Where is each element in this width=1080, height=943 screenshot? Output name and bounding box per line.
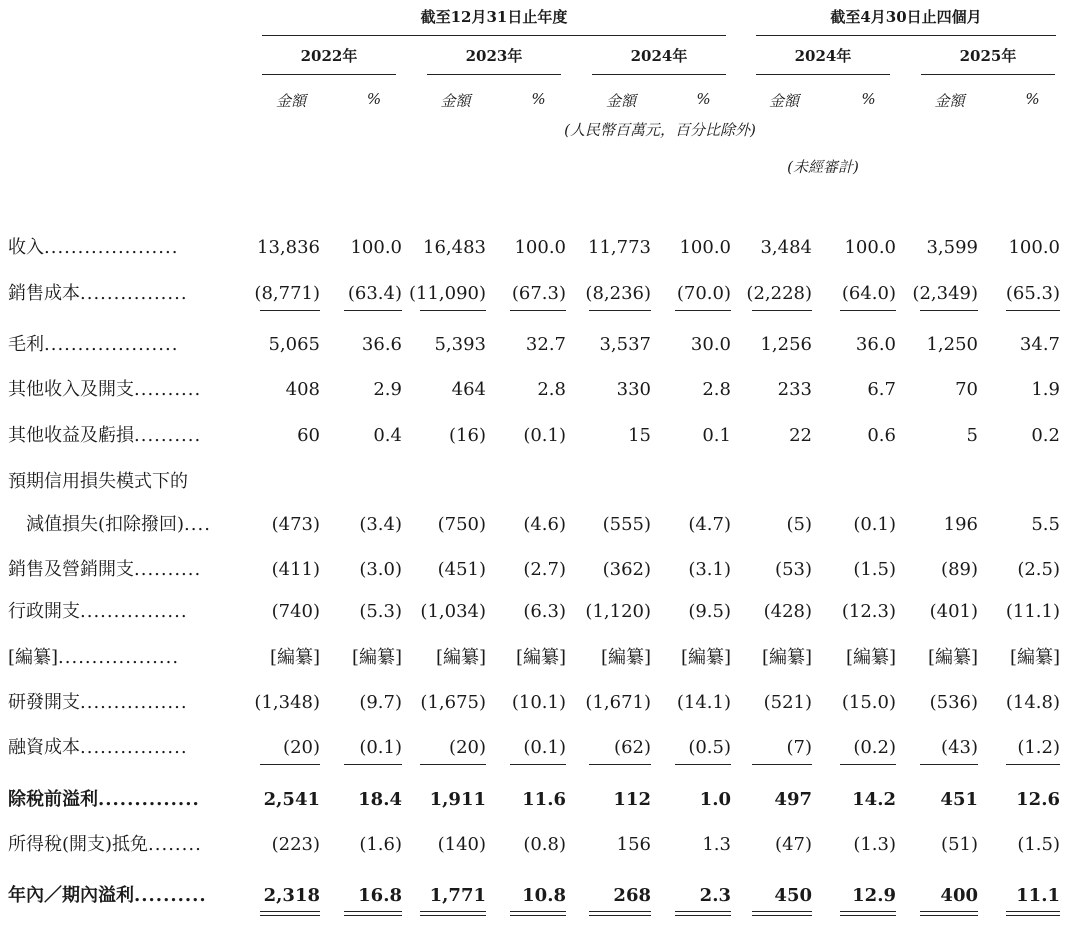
year-header-2024-period: 2024年	[794, 47, 852, 65]
amount-cell: 5	[966, 425, 978, 446]
amount-cell: [編纂]	[761, 647, 812, 668]
dot-leader: ..................	[58, 647, 180, 668]
amount-cell: (62)	[614, 737, 651, 758]
percent-cell: 10.8	[522, 885, 566, 906]
table-row	[0, 327, 1080, 363]
row-label-text: 銷售及營銷開支	[8, 559, 134, 580]
dot-leader: ....................	[44, 334, 179, 355]
amount-cell: 156	[616, 834, 651, 855]
total-double-underline	[344, 911, 402, 916]
amount-cell: (401)	[929, 601, 978, 622]
dot-leader: ..............	[98, 789, 200, 810]
row-label-text: 其他收入及開支	[8, 379, 134, 400]
amount-cell: (536)	[929, 692, 978, 713]
dot-leader: ................	[80, 601, 188, 622]
percent-cell: 5.5	[1031, 514, 1060, 535]
subtotal-underline	[344, 764, 402, 765]
amount-cell: (473)	[271, 514, 320, 535]
percent-cell: 100.0	[350, 237, 402, 258]
group-header-year-ended: 截至12月31日止年度	[420, 8, 568, 26]
percent-cell: (0.1)	[853, 514, 896, 535]
amount-cell: 1,256	[760, 334, 812, 355]
percent-cell: (14.8)	[1005, 692, 1060, 713]
percent-cell: 2.8	[537, 379, 566, 400]
row-label	[8, 878, 207, 914]
table-row	[0, 372, 1080, 408]
row-label	[8, 418, 201, 454]
row-label-text: 除稅前溢利	[8, 789, 98, 810]
percent-cell: 2.8	[702, 379, 731, 400]
year-rule-2024-period	[756, 74, 890, 75]
row-label-text: 收入	[8, 237, 44, 258]
amount-cell: 400	[940, 885, 978, 906]
amount-cell: 330	[616, 379, 651, 400]
table-row	[0, 730, 1080, 766]
group-rule-four-months	[756, 35, 1056, 36]
amount-cell: (20)	[283, 737, 320, 758]
percent-subheader: %	[696, 90, 711, 108]
amount-cell: (740)	[271, 601, 320, 622]
amount-cell: 497	[774, 789, 812, 810]
percent-cell: (11.1)	[1005, 601, 1060, 622]
subtotal-underline	[510, 764, 566, 765]
dot-leader: ..........	[134, 425, 202, 446]
year-rule-2023	[427, 74, 561, 75]
amount-cell: 2,541	[263, 789, 320, 810]
amount-cell: 233	[777, 379, 812, 400]
year-header-2023: 2023年	[465, 47, 523, 65]
amount-cell: (1,120)	[585, 601, 651, 622]
percent-cell: 36.6	[361, 334, 402, 355]
row-label-text: 融資成本	[8, 737, 80, 758]
amount-cell: (16)	[449, 425, 486, 446]
percent-cell: [編纂]	[845, 647, 896, 668]
amount-cell: (1,348)	[254, 692, 320, 713]
year-header-2025: 2025年	[959, 47, 1017, 65]
amount-cell: 112	[613, 789, 651, 810]
percent-cell: 12.9	[852, 885, 896, 906]
amount-subheader: 金額	[934, 92, 965, 110]
percent-subheader: %	[531, 90, 546, 108]
percent-cell: 2.9	[373, 379, 402, 400]
total-double-underline	[260, 911, 320, 916]
group-header-four-months: 截至4月30日止四個月	[830, 8, 982, 26]
percent-cell: [編纂]	[515, 647, 566, 668]
group-rule-year-ended	[262, 35, 726, 36]
amount-cell: (1,675)	[420, 692, 486, 713]
percent-cell: (3.1)	[688, 559, 731, 580]
amount-cell: 70	[955, 379, 978, 400]
percent-cell: 100.0	[844, 237, 896, 258]
year-header-2024: 2024年	[630, 47, 688, 65]
percent-cell: 6.7	[867, 379, 896, 400]
amount-cell: 268	[613, 885, 651, 906]
amount-cell: (8,236)	[585, 283, 651, 304]
year-rule-2024	[592, 74, 726, 75]
percent-cell: 100.0	[679, 237, 731, 258]
percent-cell: (65.3)	[1005, 283, 1060, 304]
percent-cell: (14.1)	[676, 692, 731, 713]
amount-cell: 3,484	[760, 237, 812, 258]
amount-cell: 3,537	[599, 334, 651, 355]
dot-leader: ....	[184, 514, 211, 535]
subtotal-underline	[344, 310, 402, 311]
row-label-text: [編纂]	[8, 647, 59, 668]
amount-cell: 5,393	[434, 334, 486, 355]
percent-cell: (9.7)	[359, 692, 402, 713]
percent-cell: [編纂]	[1009, 647, 1060, 668]
amount-cell: 3,599	[926, 237, 978, 258]
percent-cell: 100.0	[1008, 237, 1060, 258]
percent-cell: 2.3	[699, 885, 731, 906]
amount-cell: [編纂]	[600, 647, 651, 668]
row-label	[8, 276, 188, 312]
percent-cell: (10.1)	[511, 692, 566, 713]
percent-cell: 34.7	[1019, 334, 1060, 355]
row-label-text: 研發開支	[8, 692, 80, 713]
total-double-underline	[752, 911, 812, 916]
amount-cell: (1,034)	[420, 601, 486, 622]
row-label	[8, 782, 200, 818]
table-row	[0, 685, 1080, 721]
dot-leader: ................	[80, 692, 188, 713]
percent-cell: (9.5)	[688, 601, 731, 622]
percent-cell: 16.8	[358, 885, 402, 906]
year-header-2022: 2022年	[300, 47, 358, 65]
amount-subheader: 金額	[275, 92, 306, 110]
amount-cell: 464	[451, 379, 486, 400]
unaudited-note: (未經審計)	[787, 158, 859, 176]
amount-subheader: 金額	[440, 92, 471, 110]
percent-cell: (67.3)	[511, 283, 566, 304]
amount-cell: (2,349)	[912, 283, 978, 304]
amount-subheader: 金額	[768, 92, 799, 110]
percent-cell: 1.3	[702, 834, 731, 855]
amount-cell: [編纂]	[435, 647, 486, 668]
amount-cell: 1,771	[429, 885, 486, 906]
subtotal-underline	[260, 764, 320, 765]
percent-cell: (6.3)	[523, 601, 566, 622]
unit-note: (人民幣百萬元，百分比除外)	[564, 121, 756, 139]
amount-cell: (521)	[763, 692, 812, 713]
percent-cell: (1.5)	[1017, 834, 1060, 855]
subtotal-underline	[1006, 764, 1060, 765]
percent-cell: (1.6)	[359, 834, 402, 855]
percent-cell: (0.1)	[523, 425, 566, 446]
amount-cell: 13,836	[257, 237, 320, 258]
table-row	[0, 782, 1080, 818]
amount-cell: (428)	[763, 601, 812, 622]
amount-cell: 2,318	[263, 885, 320, 906]
percent-cell: 30.0	[690, 334, 731, 355]
percent-cell: 0.1	[702, 425, 731, 446]
row-label	[8, 685, 188, 721]
percent-cell: (63.4)	[347, 283, 402, 304]
amount-cell: (223)	[271, 834, 320, 855]
amount-cell: 22	[789, 425, 812, 446]
percent-cell: (64.0)	[841, 283, 896, 304]
row-label-text: 年內／期內溢利	[8, 885, 134, 906]
percent-cell: (3.4)	[359, 514, 402, 535]
subtotal-underline	[752, 310, 812, 311]
amount-cell: (2,228)	[746, 283, 812, 304]
amount-cell: 15	[628, 425, 651, 446]
total-double-underline	[1006, 911, 1060, 916]
amount-cell: 16,483	[423, 237, 486, 258]
table-row	[0, 464, 1080, 500]
amount-cell: 196	[943, 514, 978, 535]
percent-cell: 18.4	[358, 789, 402, 810]
percent-cell: (4.7)	[688, 514, 731, 535]
row-label-text: 減值損失(扣除撥回)	[26, 514, 185, 535]
percent-subheader: %	[861, 90, 876, 108]
amount-cell: (451)	[437, 559, 486, 580]
row-label-text: 毛利	[8, 334, 44, 355]
table-row	[0, 552, 1080, 588]
amount-cell: 1,911	[429, 789, 486, 810]
amount-cell: 60	[297, 425, 320, 446]
percent-cell: [編纂]	[680, 647, 731, 668]
percent-cell: (0.8)	[523, 834, 566, 855]
amount-cell: (411)	[271, 559, 320, 580]
percent-cell: 12.6	[1016, 789, 1060, 810]
percent-cell: (1.2)	[1017, 737, 1060, 758]
amount-cell: (5)	[786, 514, 812, 535]
percent-cell: 100.0	[514, 237, 566, 258]
dot-leader: ................	[80, 737, 188, 758]
dot-leader: ..........	[134, 559, 202, 580]
table-row	[0, 878, 1080, 914]
amount-cell: (362)	[602, 559, 651, 580]
percent-cell: (15.0)	[841, 692, 896, 713]
percent-cell: 14.2	[852, 789, 896, 810]
dot-leader: ..........	[134, 885, 207, 906]
dot-leader: ........	[148, 834, 202, 855]
percent-cell: 0.2	[1031, 425, 1060, 446]
amount-cell: 451	[940, 789, 978, 810]
subtotal-underline	[752, 764, 812, 765]
percent-cell: (0.5)	[688, 737, 731, 758]
amount-cell: (53)	[775, 559, 812, 580]
amount-cell: (20)	[449, 737, 486, 758]
table-row	[0, 230, 1080, 266]
table-row	[0, 418, 1080, 454]
row-label-text: 所得稅(開支)抵免	[8, 834, 149, 855]
percent-cell: (2.5)	[1017, 559, 1060, 580]
row-label-text: 行政開支	[8, 601, 80, 622]
dot-leader: ....................	[44, 237, 179, 258]
amount-cell: (51)	[941, 834, 978, 855]
total-double-underline	[510, 911, 566, 916]
dot-leader: ..........	[134, 379, 202, 400]
amount-cell: 11,773	[588, 237, 651, 258]
percent-subheader: %	[1025, 90, 1040, 108]
row-label-text: 銷售成本	[8, 283, 80, 304]
year-rule-2025	[921, 74, 1055, 75]
table-row	[0, 507, 1080, 543]
amount-cell: (8,771)	[254, 283, 320, 304]
row-label-text: 其他收益及虧損	[8, 425, 134, 446]
percent-cell: (4.6)	[523, 514, 566, 535]
amount-cell: (89)	[941, 559, 978, 580]
amount-cell: (140)	[437, 834, 486, 855]
percent-cell: (70.0)	[676, 283, 731, 304]
percent-cell: 0.4	[373, 425, 402, 446]
percent-cell: (5.3)	[359, 601, 402, 622]
percent-cell: 1.0	[699, 789, 731, 810]
amount-cell: [編纂]	[927, 647, 978, 668]
percent-cell: (0.1)	[523, 737, 566, 758]
row-label	[8, 594, 188, 630]
year-rule-2022	[262, 74, 396, 75]
amount-cell: (750)	[437, 514, 486, 535]
row-label	[8, 464, 188, 500]
amount-cell: 450	[774, 885, 812, 906]
percent-cell: 36.0	[855, 334, 896, 355]
row-label	[8, 640, 179, 676]
amount-cell: 5,065	[268, 334, 320, 355]
percent-cell: (3.0)	[359, 559, 402, 580]
row-label	[8, 552, 201, 588]
subtotal-underline	[1006, 310, 1060, 311]
amount-cell: 1,250	[926, 334, 978, 355]
table-row	[0, 640, 1080, 676]
table-row	[0, 276, 1080, 312]
row-label-text: 預期信用損失模式下的	[8, 471, 188, 492]
percent-cell: (2.7)	[523, 559, 566, 580]
percent-cell: (1.3)	[853, 834, 896, 855]
percent-cell: (0.1)	[359, 737, 402, 758]
percent-subheader: %	[366, 90, 382, 108]
percent-cell: 0.6	[867, 425, 896, 446]
subtotal-underline	[260, 310, 320, 311]
amount-subheader: 金額	[605, 92, 636, 110]
row-label	[8, 730, 188, 766]
amount-cell: (11,090)	[408, 283, 486, 304]
percent-cell: 11.1	[1016, 885, 1060, 906]
percent-cell: 32.7	[525, 334, 566, 355]
subtotal-underline	[510, 310, 566, 311]
amount-cell: (43)	[941, 737, 978, 758]
row-label	[8, 827, 202, 863]
dot-leader: ................	[80, 283, 188, 304]
table-row	[0, 827, 1080, 863]
amount-cell: 408	[285, 379, 320, 400]
amount-cell: (47)	[775, 834, 812, 855]
amount-cell: (555)	[602, 514, 651, 535]
amount-cell: (1,671)	[585, 692, 651, 713]
percent-cell: 1.9	[1031, 379, 1060, 400]
percent-cell: [編纂]	[351, 647, 402, 668]
percent-cell: (0.2)	[853, 737, 896, 758]
amount-cell: [編纂]	[269, 647, 320, 668]
amount-cell: (7)	[786, 737, 812, 758]
percent-cell: 11.6	[522, 789, 566, 810]
row-label	[8, 230, 178, 266]
percent-cell: (1.5)	[853, 559, 896, 580]
row-label	[8, 372, 201, 408]
row-label	[8, 327, 178, 363]
percent-cell: (12.3)	[841, 601, 896, 622]
table-row	[0, 594, 1080, 630]
row-label	[26, 507, 211, 543]
